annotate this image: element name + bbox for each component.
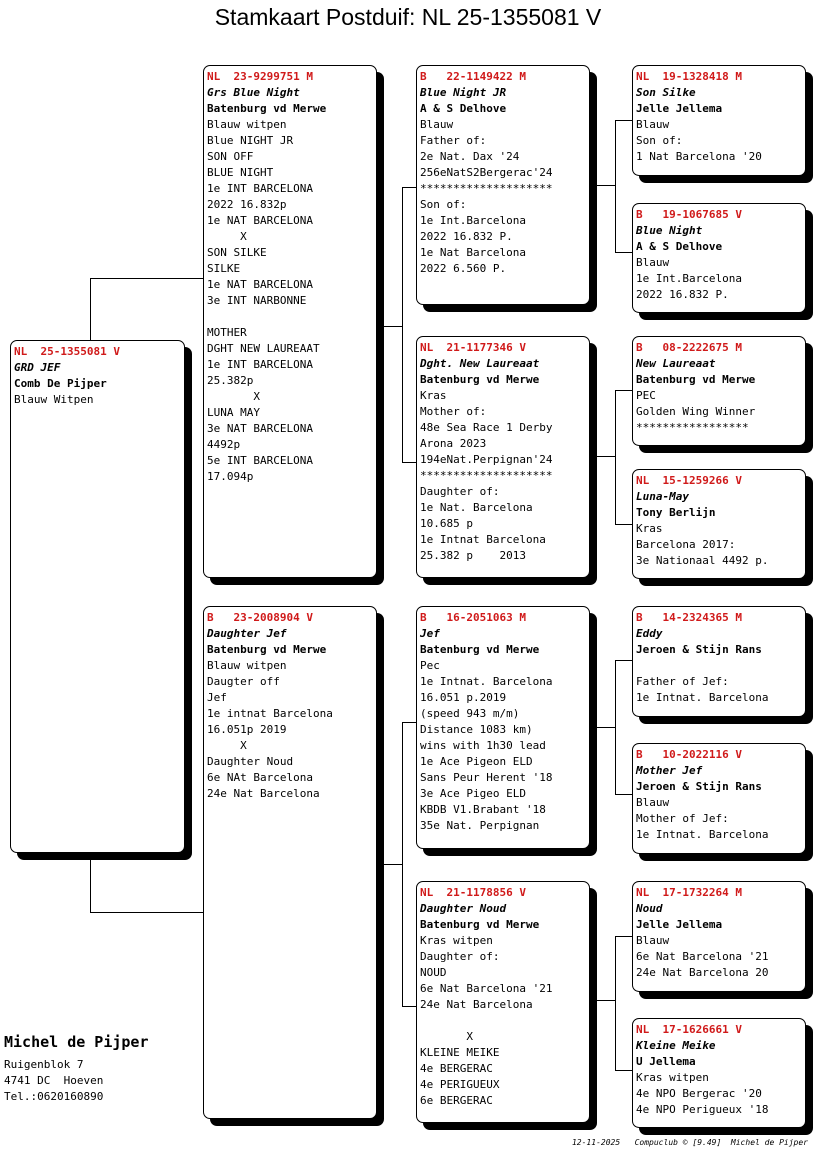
connector-line	[402, 1006, 416, 1007]
pedigree-line: 3e Nationaal 4492 p.	[636, 554, 769, 567]
pedigree-line: Kras	[636, 522, 663, 535]
connector-line	[615, 660, 616, 794]
pedigree-line: Kras witpen	[636, 1071, 709, 1084]
connector-line	[402, 462, 416, 463]
pedigree-line: 2022 16.832 P.	[636, 288, 729, 301]
pedigree-line: Blauw	[636, 934, 670, 947]
pedigree-line: Blauw witpen	[207, 659, 287, 672]
connector-line	[90, 912, 203, 913]
pedigree-line: 1e Nat Barcelona	[420, 246, 526, 259]
pedigree-line: 2022 16.832 P.	[420, 230, 513, 243]
connector-line	[597, 185, 615, 186]
connector-line	[615, 252, 632, 253]
pedigree-line: 4492p	[207, 438, 241, 451]
pigeon-name: New Laureaat	[636, 357, 716, 370]
pigeon-name: Dght. New Laureaat	[420, 357, 540, 370]
pedigree-line: 6e Nat Barcelona '21	[636, 950, 769, 963]
pedigree-line: 3e INT NARBONNE	[207, 294, 307, 307]
pedigree-line: Distance 1083 km)	[420, 723, 533, 736]
pigeon-name: Grs Blue Night	[207, 86, 300, 99]
ring-number: B 14-2324365 M	[636, 611, 742, 624]
connector-line	[402, 722, 416, 723]
pigeon-name: Daughter Jef	[207, 627, 287, 640]
pedigree-line: 4e NPO Perigueux '18	[636, 1103, 769, 1116]
breeder-name: Batenburg vd Merwe	[420, 643, 540, 656]
pedigree-line: 35e Nat. Perpignan	[420, 819, 540, 832]
breeder-name: Jeroen & Stijn Rans	[636, 643, 762, 656]
pedigree-line: X	[207, 230, 247, 243]
connector-line	[615, 120, 632, 121]
pedigree-line: 1e INT BARCELONA	[207, 182, 313, 195]
owner-phone: Tel.:0620160890	[4, 1090, 104, 1103]
pedigree-line: Blauw	[636, 256, 670, 269]
pedigree-line: 1e Ace Pigeon ELD	[420, 755, 533, 768]
pedigree-line: 2022 6.560 P.	[420, 262, 507, 275]
pigeon-name: Kleine Meike	[636, 1039, 716, 1052]
pedigree-line: 4e NPO Bergerac '20	[636, 1087, 762, 1100]
connector-line	[615, 120, 616, 252]
breeder-name: A & S Delhove	[636, 240, 723, 253]
pedigree-line: Barcelona 2017:	[636, 538, 736, 551]
pedigree-line: 25.382p	[207, 374, 254, 387]
pedigree-line: Pec	[420, 659, 440, 672]
pedigree-line	[207, 309, 373, 325]
pedigree-line: 1 Nat Barcelona '20	[636, 150, 762, 163]
pedigree-line: 6e BERGERAC	[420, 1094, 493, 1107]
owner-block	[4, 1033, 149, 1105]
pedigree-line: SILKE	[207, 262, 241, 275]
pigeon-card-father-father[interactable]	[416, 65, 590, 305]
pedigree-line: 16.051 p.2019	[420, 691, 507, 704]
pedigree-line: BLUE NIGHT	[207, 166, 274, 179]
pigeon-name: Eddy	[636, 627, 663, 640]
pedigree-line: Daughter of:	[420, 950, 500, 963]
pedigree-line: 256eNatS2Bergerac'24	[420, 166, 553, 179]
pedigree-line: KLEINE MEIKE	[420, 1046, 500, 1059]
connector-line	[402, 722, 403, 1006]
pedigree-line: 24e Nat Barcelona	[420, 998, 533, 1011]
pigeon-name: Luna-May	[636, 490, 689, 503]
breeder-name: Tony Berlijn	[636, 506, 716, 519]
pedigree-line: Kras witpen	[420, 934, 493, 947]
pedigree-line: 48e Sea Race 1 Derby	[420, 421, 553, 434]
pedigree-line: NOUD	[420, 966, 447, 979]
pedigree-line: 1e NAT BARCELONA	[207, 214, 313, 227]
connector-line	[402, 187, 416, 188]
pedigree-line: 2e Nat. Dax '24	[420, 150, 520, 163]
pedigree-line: 1e INT BARCELONA	[207, 358, 313, 371]
connector-line	[615, 794, 632, 795]
pigeon-name: Son Silke	[636, 86, 696, 99]
breeder-name: Batenburg vd Merwe	[636, 373, 756, 386]
connector-line	[90, 852, 91, 912]
pedigree-line: 2022 16.832p	[207, 198, 287, 211]
pigeon-card-mmm[interactable]	[632, 1018, 806, 1128]
ring-number: B 16-2051063 M	[420, 611, 526, 624]
ring-number: NL 19-1328418 M	[636, 70, 742, 83]
pigeon-card-mfm[interactable]	[632, 743, 806, 854]
breeder-name: Jelle Jellema	[636, 102, 723, 115]
breeder-name: Batenburg vd Merwe	[420, 373, 540, 386]
pedigree-line: 1e Intnat. Barcelona	[420, 675, 553, 688]
connector-line	[615, 524, 632, 525]
pedigree-line: 3e Ace Pigeo ELD	[420, 787, 526, 800]
footer-credits: 12-11-2025 Compuclub © [9.49] Michel de Pijper	[571, 1138, 808, 1147]
pigeon-card-subject[interactable]	[10, 340, 185, 853]
pedigree-line: MOTHER	[207, 326, 247, 339]
pedigree-line: Golden Wing Winner	[636, 405, 756, 418]
breeder-name: Jeroen & Stijn Rans	[636, 780, 762, 793]
pedigree-line: 24e Nat Barcelona 20	[636, 966, 769, 979]
ring-number: B 22-1149422 M	[420, 70, 526, 83]
pedigree-line: Mother of:	[420, 405, 487, 418]
pedigree-line: Blauw witpen	[207, 118, 287, 131]
ring-number: B 19-1067685 V	[636, 208, 742, 221]
pedigree-line: LUNA MAY	[207, 406, 260, 419]
breeder-name: Batenburg vd Merwe	[207, 643, 327, 656]
connector-line	[615, 1070, 632, 1071]
pedigree-line: 5e INT BARCELONA	[207, 454, 313, 467]
pedigree-line: 194eNat.Perpignan'24	[420, 453, 553, 466]
breeder-name: Batenburg vd Merwe	[207, 102, 327, 115]
pedigree-line: 1e Intnat. Barcelona	[636, 828, 769, 841]
pedigree-line	[636, 658, 802, 674]
pedigree-line: 4e BERGERAC	[420, 1062, 493, 1075]
ring-number: NL 21-1178856 V	[420, 886, 526, 899]
breeder-name: U Jellema	[636, 1055, 696, 1068]
pedigree-line: X	[420, 1030, 473, 1043]
pedigree-line: 1e NAT BARCELONA	[207, 278, 313, 291]
pigeon-card-mother-mother[interactable]	[416, 881, 590, 1123]
connector-line	[384, 326, 402, 327]
pedigree-line: 4e PERIGUEUX	[420, 1078, 500, 1091]
pedigree-line: 24e Nat Barcelona	[207, 787, 320, 800]
pedigree-line: Daugter off	[207, 675, 280, 688]
connector-line	[615, 936, 632, 937]
connector-line	[597, 456, 615, 457]
pedigree-line: 1e Intnat Barcelona	[420, 533, 546, 546]
pedigree-line: Sans Peur Herent '18	[420, 771, 553, 784]
connector-line	[597, 727, 615, 728]
pigeon-name: Blue Night	[636, 224, 703, 237]
pigeon-name: Jef	[420, 627, 440, 640]
pigeon-card-father-mother[interactable]	[416, 336, 590, 578]
connector-line	[615, 660, 632, 661]
pedigree-line: 1e Int.Barcelona	[636, 272, 742, 285]
connector-line	[615, 390, 616, 524]
pedigree-line: KBDB V1.Brabant '18	[420, 803, 546, 816]
owner-city: 4741 DC Hoeven	[4, 1074, 104, 1087]
connector-line	[384, 864, 402, 865]
pigeon-name: Noud	[636, 902, 663, 915]
pedigree-line: ********************	[420, 469, 553, 482]
pedigree-line: ********************	[420, 182, 553, 195]
pedigree-line: Arona 2023	[420, 437, 487, 450]
breeder-name: Jelle Jellema	[636, 918, 723, 931]
page-title: Stamkaart Postduif: NL 25-1355081 V	[214, 4, 602, 30]
pedigree-line: 10.685 p	[420, 517, 473, 530]
breeder-name: Comb De Pijper	[14, 377, 107, 390]
ring-number: NL 17-1732264 M	[636, 886, 742, 899]
connector-line	[90, 278, 203, 279]
ring-number: NL 21-1177346 V	[420, 341, 526, 354]
pedigree-line: 1e intnat Barcelona	[207, 707, 333, 720]
pedigree-line: Blauw Witpen	[14, 393, 94, 406]
connector-line	[615, 390, 632, 391]
pedigree-line: 1e Int.Barcelona	[420, 214, 526, 227]
pigeon-card-fff[interactable]	[632, 65, 806, 176]
pedigree-line: 6e Nat Barcelona '21	[420, 982, 553, 995]
pigeon-name: Daughter Noud	[420, 902, 507, 915]
pedigree-line: Blauw	[636, 118, 670, 131]
pedigree-line: Mother of Jef:	[636, 812, 729, 825]
connector-line	[90, 278, 91, 342]
pedigree-line: Blauw	[636, 796, 670, 809]
pedigree-line: X	[207, 739, 247, 752]
pedigree-line: *****************	[636, 421, 749, 434]
pigeon-name: Blue Night JR	[420, 86, 507, 99]
breeder-name: Batenburg vd Merwe	[420, 918, 540, 931]
pedigree-line: wins with 1h30 lead	[420, 739, 546, 752]
ring-number: NL 25-1355081 V	[14, 345, 120, 358]
pedigree-line: PEC	[636, 389, 656, 402]
pedigree-line: Daughter of:	[420, 485, 500, 498]
ring-number: B 08-2222675 M	[636, 341, 742, 354]
pedigree-line: Father of:	[420, 134, 487, 147]
pedigree-line: Son of:	[636, 134, 683, 147]
pigeon-name: Mother Jef	[636, 764, 703, 777]
pedigree-line: DGHT NEW LAUREAAT	[207, 342, 320, 355]
pigeon-card-fmf[interactable]	[632, 336, 806, 446]
pedigree-line: Daughter Noud	[207, 755, 294, 768]
pedigree-line: Kras	[420, 389, 447, 402]
pigeon-card-fmm[interactable]	[632, 469, 806, 579]
pigeon-card-mother[interactable]	[203, 606, 377, 1119]
pedigree-line: SON OFF	[207, 150, 254, 163]
ring-number: B 10-2022116 V	[636, 748, 742, 761]
connector-line	[597, 1000, 615, 1001]
ring-number: NL 23-9299751 M	[207, 70, 313, 83]
pedigree-line: Jef	[207, 691, 227, 704]
pedigree-line: Son of:	[420, 198, 467, 211]
pedigree-line: Blue NIGHT JR	[207, 134, 294, 147]
breeder-name: A & S Delhove	[420, 102, 507, 115]
owner-name: Michel de Pijper	[4, 1033, 149, 1051]
pedigree-line: 1e Nat. Barcelona	[420, 501, 533, 514]
pigeon-name: GRD JEF	[14, 361, 61, 374]
ring-number: NL 17-1626661 V	[636, 1023, 742, 1036]
pedigree-line: (speed 943 m/m)	[420, 707, 520, 720]
pedigree-line	[420, 1013, 586, 1029]
pedigree-line: Blauw	[420, 118, 454, 131]
pigeon-card-father[interactable]	[203, 65, 377, 578]
pigeon-card-mff[interactable]	[632, 606, 806, 717]
pedigree-line: SON SILKE	[207, 246, 267, 259]
connector-line	[402, 187, 403, 462]
pedigree-line: 16.051p 2019	[207, 723, 287, 736]
ring-number: B 23-2008904 V	[207, 611, 313, 624]
pigeon-card-mother-father[interactable]	[416, 606, 590, 849]
connector-line	[615, 936, 616, 1070]
ring-number: NL 15-1259266 V	[636, 474, 742, 487]
pedigree-line: Father of Jef:	[636, 675, 729, 688]
pedigree-line: 17.094p	[207, 470, 254, 483]
pedigree-line: 6e NAt Barcelona	[207, 771, 313, 784]
owner-address: Ruigenblok 7	[4, 1058, 84, 1071]
pedigree-line: X	[207, 390, 260, 403]
pigeon-card-ffm[interactable]	[632, 203, 806, 313]
pedigree-line: 1e Intnat. Barcelona	[636, 691, 769, 704]
pedigree-line: 3e NAT BARCELONA	[207, 422, 313, 435]
pigeon-card-mmf[interactable]	[632, 881, 806, 992]
pedigree-line: 25.382 p 2013	[420, 549, 526, 562]
